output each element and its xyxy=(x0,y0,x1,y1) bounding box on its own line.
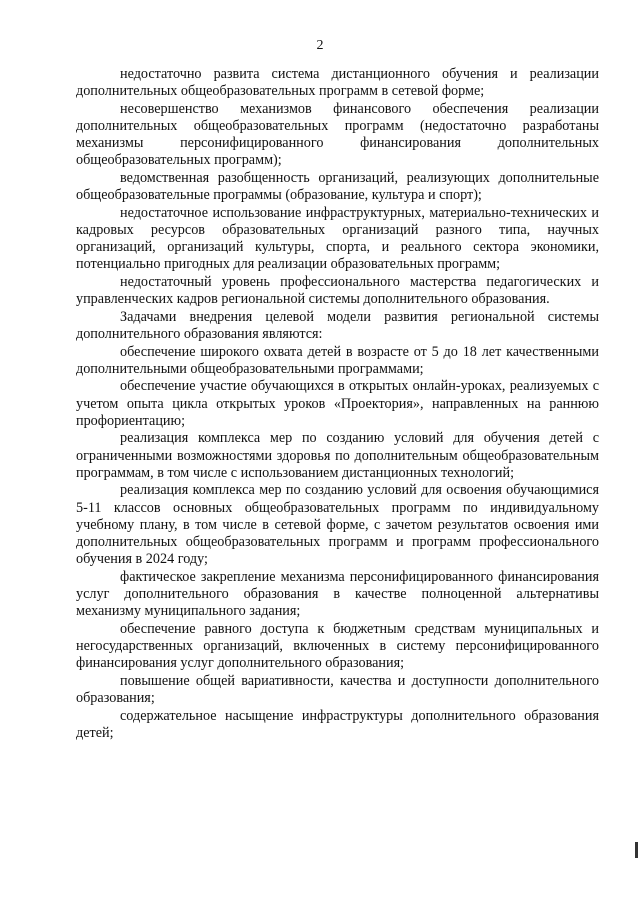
paragraph-task-personified-financing: фактическое закрепление механизма персонифицированного финансирования услуг дополнительного образования в качестве полноценной альтернативы механизму муниципального задания; xyxy=(76,568,599,620)
paragraph-task-equal-access: обеспечение равного доступа к бюджетным средствам муниципальных и негосударственных организаций, включенных в систему персонифицированного финансирования услуг дополнительного образования; xyxy=(76,620,599,672)
paragraph-distance-learning: недостаточно развита система дистанционного обучения и реализации дополнительных общеобразовательных программ в сетевой форме; xyxy=(76,66,599,100)
paragraph-task-infrastructure: содержательное насыщение инфраструктуры дополнительного образования детей; xyxy=(76,707,599,741)
paragraph-financing-mechanisms: несовершенство механизмов финансового обеспечения реализации дополнительных общеобразовательных программ (недостаточно разработаны механизмы персонифицированного финансирования дополнительных общеобразовательных программ); xyxy=(76,100,599,169)
paragraph-task-variability: повышение общей вариативности, качества и доступности дополнительного образования; xyxy=(76,672,599,706)
page-number: 2 xyxy=(316,38,324,53)
paragraph-task-online-lessons: обеспечение участие обучающихся в открытых онлайн-уроках, реализуемых с учетом опыта цикла открытых уроков «Проектория», направленных на раннюю профориентацию; xyxy=(76,378,599,429)
paragraph-staff-skill: недостаточный уровень профессионального мастерства педагогических и управленческих кадров региональной системы дополнительного образования. xyxy=(76,274,599,308)
paragraph-task-disabilities: реализация комплекса мер по созданию условий для обучения детей с ограниченными возможностями здоровья по дополнительным общеобразовательным программам, в том числе с использованием дистанционных технологий; xyxy=(76,430,599,481)
scan-edge-mark xyxy=(635,842,638,858)
paragraph-departmental-fragmentation: ведомственная разобщенность организаций, реализующих дополнительные общеобразовательные программы (образование, культура и спорт); xyxy=(76,170,599,204)
document-body xyxy=(76,66,599,742)
paragraph-infrastructure-use: недостаточное использование инфраструктурных, материально-технических и кадровых ресурсов образовательных организаций разного типа, научных организаций, организаций культуры, спорта, и реального сектора экономики, потенциально пригодных для реализации образовательных программ; xyxy=(76,204,599,273)
paragraph-tasks-intro: Задачами внедрения целевой модели развития региональной системы дополнительного образования являются: xyxy=(76,308,599,342)
paragraph-task-individual-plan: реализация комплекса мер по созданию условий для освоения обучающимися 5-11 классов основных общеобразовательных программ по индивидуальному учебному плану, в том числе в сетевой форме, с зачетом результатов освоения ими дополнительных общеобразовательных программ и программ профессионального обучения в 2024 году; xyxy=(76,482,599,568)
paragraph-task-coverage: обеспечение широкого охвата детей в возрасте от 5 до 18 лет качественными дополнительными общеобразовательными программами; xyxy=(76,343,599,377)
